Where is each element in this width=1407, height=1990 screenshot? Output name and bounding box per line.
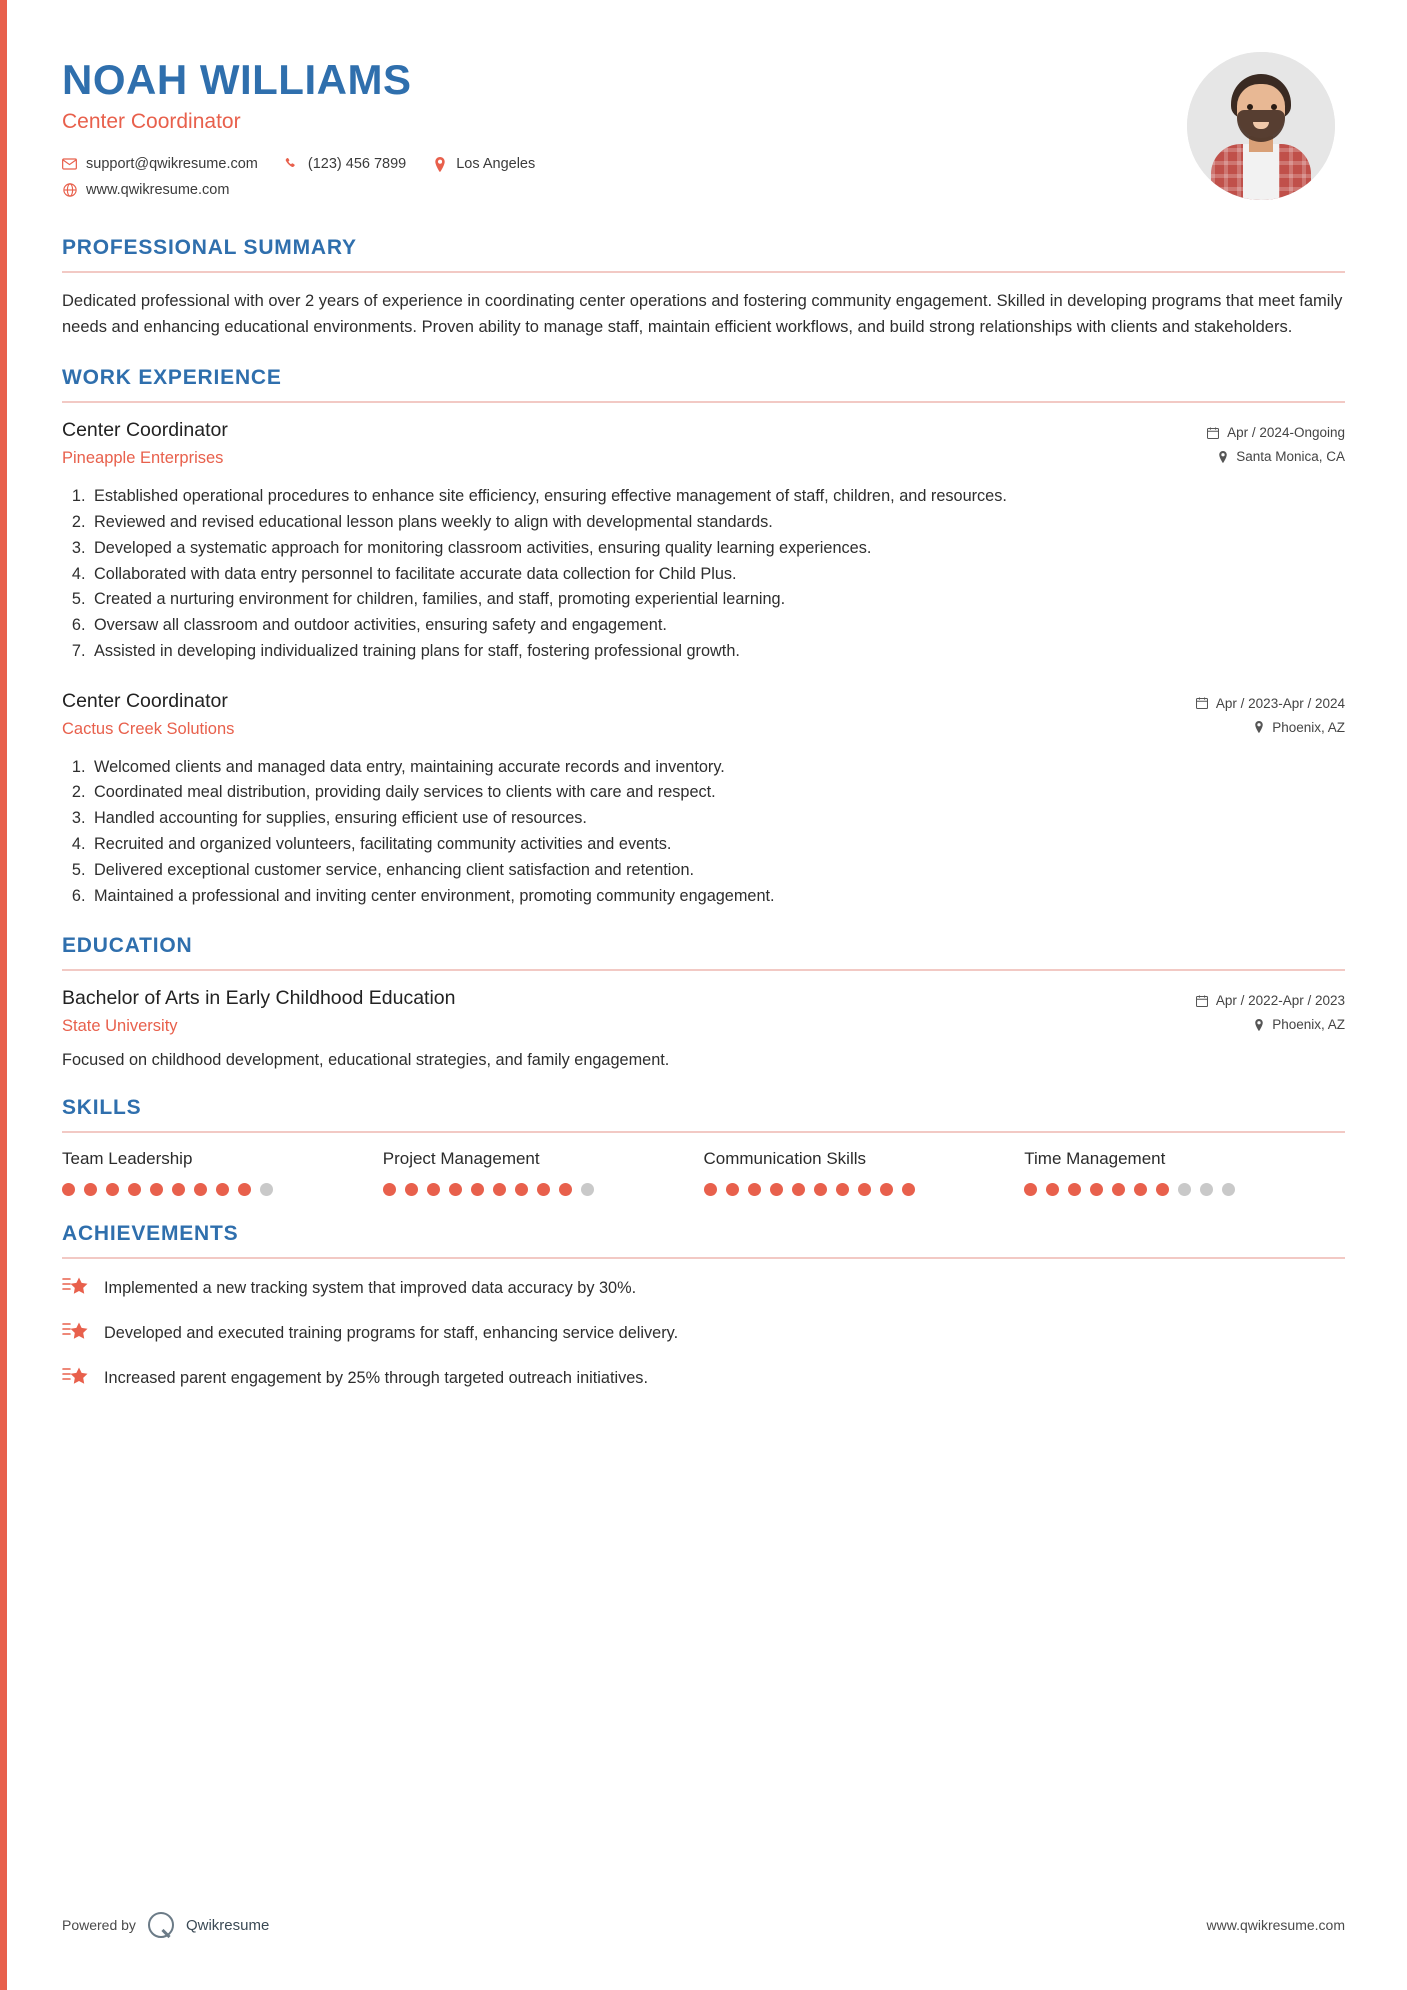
list-item: 2. Reviewed and revised educational lesson plans weekly to align with developmental standards.: [90, 511, 1345, 535]
qwikresume-logo-icon: [148, 1912, 174, 1938]
skill-dot-empty: [260, 1183, 273, 1196]
skill-dot-filled: [726, 1183, 739, 1196]
skill-dot-filled: [216, 1183, 229, 1196]
header-text-block: [62, 52, 561, 208]
achievement-text: Implemented a new tracking system that improved data accuracy by 30%.: [104, 1279, 637, 1298]
footer-website[interactable]: www.qwikresume.com: [1206, 1917, 1345, 1933]
education-date: [1196, 993, 1345, 1008]
resume-header: [62, 52, 1345, 208]
skill-dot-filled: [814, 1183, 827, 1196]
experience-company: Cactus Creek Solutions: [62, 719, 235, 738]
achievement-text: Developed and executed training programs for staff, enhancing service delivery.: [104, 1324, 679, 1343]
skill-dot-filled: [405, 1183, 418, 1196]
skill-item: [1024, 1149, 1345, 1196]
section-title-experience: WORK EXPERIENCE: [62, 366, 282, 390]
skill-label: Communication Skills: [703, 1149, 866, 1169]
experience-date-text: Apr / 2024-Ongoing: [1227, 425, 1345, 441]
skill-dot-filled: [84, 1183, 97, 1196]
skill-item: [383, 1149, 704, 1196]
contact-location: [432, 156, 535, 172]
skill-label: Time Management: [1024, 1149, 1166, 1169]
skill-dot-filled: [150, 1183, 163, 1196]
section-work-experience: [62, 366, 1345, 908]
section-divider: [62, 401, 1345, 403]
list-item: 6. Oversaw all classroom and outdoor activities, ensuring safety and engagement.: [90, 614, 1345, 638]
skill-dot-filled: [902, 1183, 915, 1196]
skill-rating: [704, 1183, 997, 1196]
skill-dot-filled: [1024, 1183, 1037, 1196]
calendar-icon: [1207, 427, 1219, 439]
list-item: 6. Maintained a professional and inviting center environment, promoting community engagement.: [90, 885, 1345, 909]
list-item: 1. Established operational procedures to enhance site efficiency, ensuring effective management of staff, children, and resources.: [90, 485, 1345, 509]
contact-phone-text: (123) 456 7899: [307, 156, 407, 173]
section-divider: [62, 271, 1345, 273]
experience-date-text: Apr / 2023-Apr / 2024: [1215, 695, 1345, 711]
skill-dot-filled: [792, 1183, 805, 1196]
skill-dot-filled: [1068, 1183, 1081, 1196]
list-item: 3. Handled accounting for supplies, ensuring efficient use of resources.: [90, 807, 1345, 831]
job-role-subtitle: Center Coordinator: [62, 110, 241, 134]
skill-dot-filled: [770, 1183, 783, 1196]
section-divider: [62, 1131, 1345, 1133]
list-item: 2. Coordinated meal distribution, providing daily services to clients with care and respect.: [90, 781, 1345, 805]
section-title-achievements: ACHIEVEMENTS: [62, 1222, 239, 1246]
section-education: [62, 934, 1345, 1070]
footer-powered-by-label: Powered by: [62, 1917, 136, 1933]
experience-bullets: [90, 485, 1345, 663]
skill-item: [62, 1149, 383, 1196]
contact-email-text: support@qwikresume.com: [86, 156, 258, 173]
experience-entry: [62, 419, 1345, 663]
list-item: 4. Recruited and organized volunteers, facilitating community activities and events.: [90, 833, 1345, 857]
experience-date: [1207, 425, 1345, 440]
skill-dot-empty: [1200, 1183, 1213, 1196]
skill-dot-empty: [581, 1183, 594, 1196]
calendar-icon: [1196, 697, 1208, 709]
experience-location-text: Santa Monica, CA: [1236, 449, 1345, 465]
skill-dot-filled: [1156, 1183, 1169, 1196]
skill-dot-filled: [471, 1183, 484, 1196]
skill-dot-filled: [537, 1183, 550, 1196]
list-item: 5. Delivered exceptional customer service, enhancing client satisfaction and retention.: [90, 859, 1345, 883]
education-location: [1196, 1017, 1345, 1032]
experience-location-text: Phoenix, AZ: [1272, 719, 1345, 735]
section-divider: [62, 969, 1345, 971]
section-title-education: EDUCATION: [62, 934, 193, 958]
phone-icon: [284, 157, 299, 171]
location-pin-icon: [1254, 1019, 1264, 1031]
calendar-icon: [1196, 995, 1208, 1007]
page-footer: [62, 1912, 1345, 1938]
achievement-text: Increased parent engagement by 25% through targeted outreach initiatives.: [104, 1369, 648, 1387]
page-title: NOAH WILLIAMS: [62, 56, 412, 103]
skill-dot-filled: [1090, 1183, 1103, 1196]
achievement-item: [62, 1365, 1345, 1390]
location-pin-icon: [432, 157, 447, 172]
globe-icon: [62, 183, 77, 197]
section-title-skills: SKILLS: [62, 1096, 142, 1120]
list-item: 5. Created a nurturing environment for children, families, and staff, promoting experiential learning.: [90, 588, 1345, 612]
skill-dot-filled: [704, 1183, 717, 1196]
skill-dot-filled: [748, 1183, 761, 1196]
experience-entry: [62, 690, 1345, 909]
contact-website-text: www.qwikresume.com: [86, 182, 230, 199]
skill-dot-filled: [559, 1183, 572, 1196]
skill-dot-filled: [1112, 1183, 1125, 1196]
skill-dot-filled: [880, 1183, 893, 1196]
list-item: 3. Developed a systematic approach for monitoring classroom activities, ensuring quality learning experiences.: [90, 537, 1345, 561]
email-icon: [62, 158, 77, 170]
section-title-summary: PROFESSIONAL SUMMARY: [62, 236, 357, 260]
contact-phone[interactable]: [284, 156, 406, 172]
education-date-text: Apr / 2022-Apr / 2023: [1215, 993, 1345, 1009]
contact-row-secondary: [62, 182, 561, 198]
skills-grid: [62, 1149, 1345, 1196]
contact-row-primary: [62, 156, 561, 172]
education-school: State University: [62, 1017, 178, 1036]
skill-dot-filled: [106, 1183, 119, 1196]
section-skills: [62, 1096, 1345, 1196]
summary-text: Dedicated professional with over 2 years of experience in coordinating center operations and fostering community engagement. Skilled in developing programs that meet family needs and enhancing educational environments. Proven ability to manage staff, maintain efficient workflows, and build strong relationships with clients and stakeholders.: [62, 292, 1343, 336]
skill-dot-filled: [449, 1183, 462, 1196]
skill-dot-filled: [427, 1183, 440, 1196]
education-degree: Bachelor of Arts in Early Childhood Education: [62, 987, 456, 1010]
star-badge-icon: [62, 1275, 92, 1297]
star-badge-icon: [62, 1365, 92, 1387]
skill-dot-empty: [1222, 1183, 1235, 1196]
footer-brand-block: [62, 1912, 269, 1938]
education-location-text: Phoenix, AZ: [1272, 1017, 1345, 1033]
skill-dot-filled: [172, 1183, 185, 1196]
skill-dot-empty: [1178, 1183, 1191, 1196]
skill-dot-filled: [1046, 1183, 1059, 1196]
star-badge-icon: [62, 1320, 92, 1342]
list-item: 1. Welcomed clients and managed data entry, maintaining accurate records and inventory.: [90, 756, 1345, 780]
list-item: 7. Assisted in developing individualized training plans for staff, fostering professional growth.: [90, 640, 1345, 664]
list-item: 4. Collaborated with data entry personnel to facilitate accurate data collection for Child Plus.: [90, 563, 1345, 587]
skill-dot-filled: [238, 1183, 251, 1196]
experience-date: [1196, 696, 1345, 711]
skill-label: Project Management: [382, 1149, 540, 1169]
experience-bullets: [90, 756, 1345, 909]
experience-job-title: Center Coordinator: [62, 689, 228, 712]
experience-job-title: Center Coordinator: [62, 419, 228, 442]
experience-company: Pineapple Enterprises: [62, 449, 224, 468]
section-divider: [62, 1257, 1345, 1259]
skill-dot-filled: [383, 1183, 396, 1196]
skill-dot-filled: [62, 1183, 75, 1196]
footer-brand-name[interactable]: Qwikresume: [185, 1916, 270, 1934]
skill-dot-filled: [836, 1183, 849, 1196]
skill-item: [704, 1149, 1025, 1196]
skill-dot-filled: [1134, 1183, 1147, 1196]
skill-label: Team Leadership: [62, 1149, 193, 1169]
left-accent-bar: [0, 0, 7, 1990]
skill-dot-filled: [858, 1183, 871, 1196]
section-professional-summary: [62, 236, 1345, 340]
contact-website[interactable]: [62, 182, 229, 198]
skill-dot-filled: [493, 1183, 506, 1196]
skill-dot-filled: [515, 1183, 528, 1196]
experience-location: [1207, 449, 1345, 464]
skill-rating: [62, 1183, 355, 1196]
contact-location-text: Los Angeles: [456, 156, 536, 173]
skill-rating: [383, 1183, 676, 1196]
achievement-item: [62, 1320, 1345, 1345]
skill-dot-filled: [128, 1183, 141, 1196]
location-pin-icon: [1218, 451, 1228, 463]
location-pin-icon: [1254, 721, 1264, 733]
achievement-item: [62, 1275, 1345, 1300]
contact-info: [62, 156, 561, 198]
section-achievements: [62, 1222, 1345, 1389]
education-entry: [62, 987, 1345, 1070]
skill-rating: [1024, 1183, 1317, 1196]
contact-email[interactable]: [62, 156, 258, 172]
experience-location: [1196, 720, 1345, 735]
skill-dot-filled: [194, 1183, 207, 1196]
avatar: [1187, 52, 1335, 200]
education-description: Focused on childhood development, educational strategies, and family engagement.: [62, 1051, 670, 1070]
